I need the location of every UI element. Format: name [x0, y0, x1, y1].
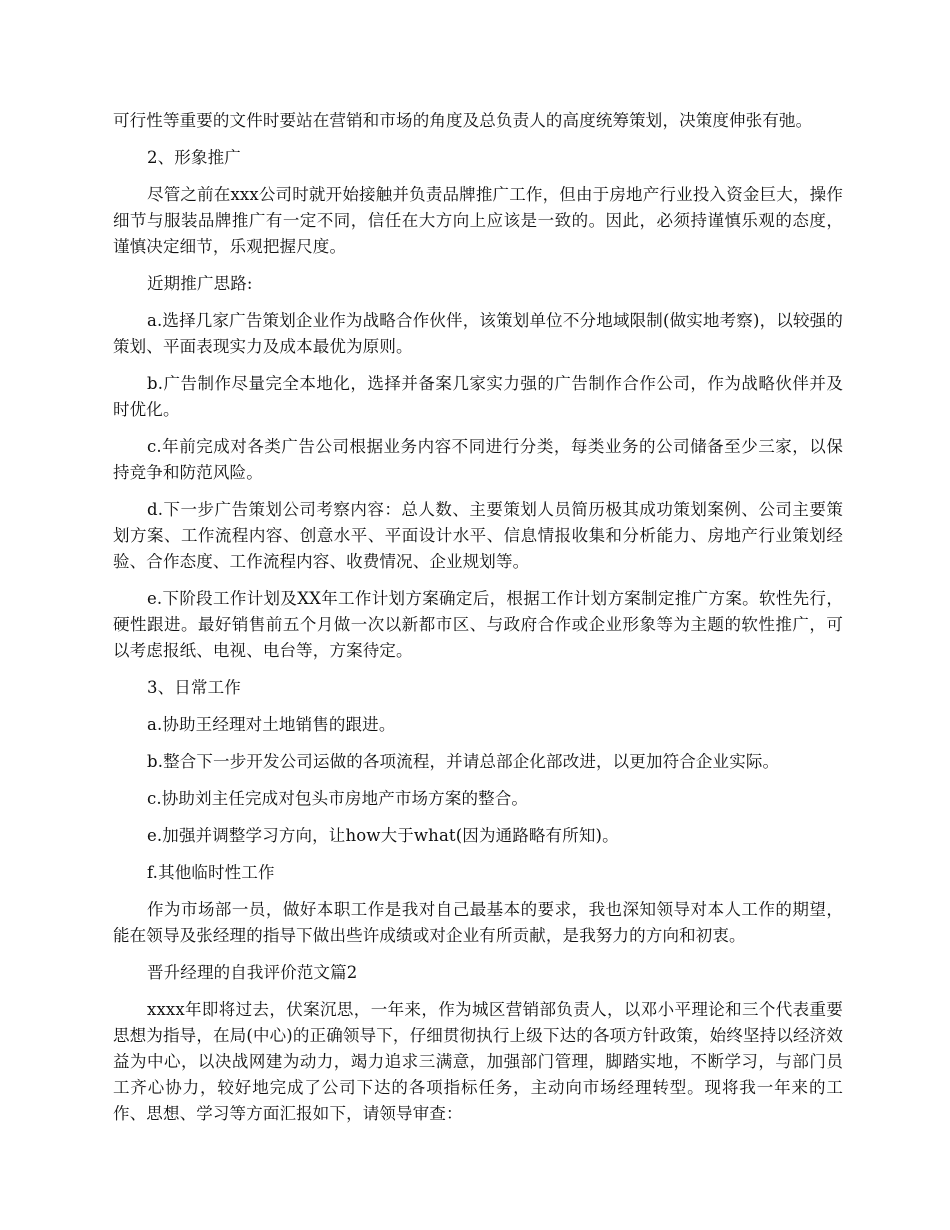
article-title-part-2: 晋升经理的自我评价范文篇2: [147, 963, 358, 982]
list-item-a: a.选择几家广告策划企业作为战略合作伙伴，该策划单位不分地域限制(做实地考察)，以较强的策划、平面表现实力及成本最优为原则。: [113, 311, 843, 356]
document-page: [113, 108, 843, 1138]
section-heading-daily-work: 3、日常工作: [147, 678, 241, 697]
list-item-d: d.下一步广告策划公司考察内容：总人数、主要策划人员简历极其成功策划案例、公司主要策划方案、工作流程内容、创意水平、平面设计水平、信息情报收集和分析能力、房地产行业策划经验、合作态度、工作流程内容、收费情况、企业规划等。: [113, 500, 843, 571]
list-item-c: c.年前完成对各类广告公司根据业务内容不同进行分类，每类业务的公司储备至少三家，以保持竞争和防范风险。: [113, 437, 843, 482]
list-item-b: b.广告制作尽量完全本地化，选择并备案几家实力强的广告制作合作公司，作为战略伙伴并及时优化。: [113, 374, 843, 419]
section-heading-image-promotion: 2、形象推广: [147, 148, 241, 167]
list-item-e: e.下阶段工作计划及XX年工作计划方案确定后，根据工作计划方案制定推广方案。软性先行，硬性跟进。最好销售前五个月做一次以新都市区、与政府合作或企业形象等为主题的软性推广，可以考虑报纸、电视、电台等，方案待定。: [113, 589, 843, 660]
paragraph-conclusion: 作为市场部一员，做好本职工作是我对自己最基本的要求，我也深知领导对本人工作的期望，能在领导及张经理的指导下做出些许成绩或对企业有所贡献，是我努力的方向和初衷。: [113, 900, 843, 945]
daily-item-f: f.其他临时性工作: [147, 863, 275, 882]
daily-item-a: a.协助王经理对土地销售的跟进。: [147, 715, 396, 734]
paragraph-recent-ideas-label: 近期推广思路:: [147, 274, 253, 293]
paragraph-continuation: 可行性等重要的文件时要站在营销和市场的角度及总负责人的高度统筹策划，决策度伸张有弛。: [113, 111, 813, 130]
daily-item-b: b.整合下一步开发公司运做的各项流程，并请总部企化部改进，以更加符合企业实际。: [147, 752, 780, 771]
daily-item-c: c.协助刘主任完成对包头市房地产市场方案的整合。: [147, 789, 529, 808]
daily-item-e: e.加强并调整学习方向，让how大于what(因为通路略有所知)。: [147, 826, 619, 845]
paragraph-brand-promotion: 尽管之前在xxx公司时就开始接触并负责品牌推广工作，但由于房地产行业投入资金巨大，操作细节与服装品牌推广有一定不同，信任在大方向上应该是一致的。因此，必须持谨慎乐观的态度，谨慎决定细节，乐观把握尺度。: [113, 185, 843, 256]
paragraph-year-summary: xxxx年即将过去，伏案沉思，一年来，作为城区营销部负责人，以邓小平理论和三个代表重要思想为指导，在局(中心)的正确领导下，仔细贯彻执行上级下达的各项方针政策，始终坚持以经济效益为中心，以决战网建为动力，竭力追求三满意，加强部门管理，脚踏实地，不断学习，与部门员工齐心协力，较好地完成了公司下达的各项指标任务，主动向市场经理转型。现将我一年来的工作、思想、学习等方面汇报如下，请领导审查：: [113, 1000, 843, 1123]
